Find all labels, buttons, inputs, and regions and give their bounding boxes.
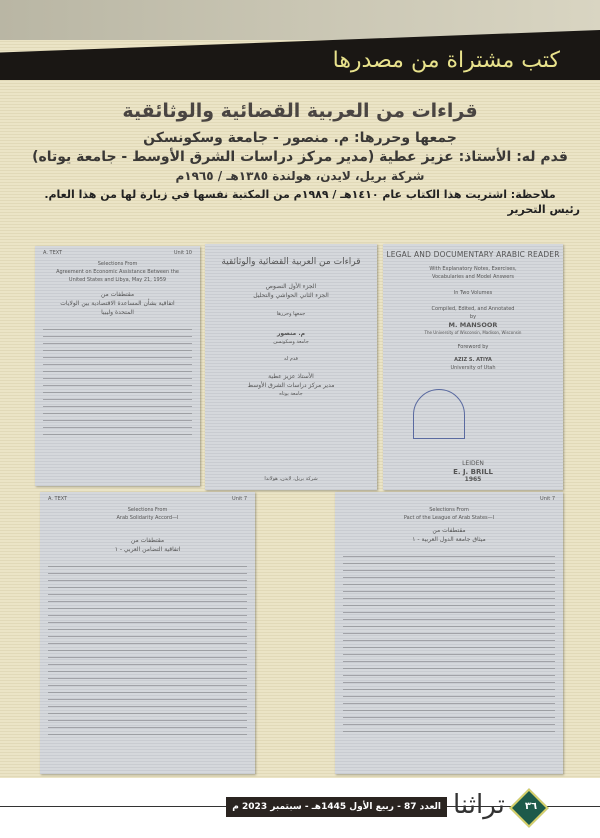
cover-en-city: LEIDEN [462, 460, 484, 467]
library-stamp [413, 389, 465, 439]
unit-label: Unit 7 [540, 496, 555, 502]
scan-subtitle: Agreement on Economic Assistance Between the United States and Libya, May 21, 1959 [56, 269, 179, 283]
cover-en-publisher: E. J. BRILL [453, 468, 493, 476]
scan-ar-subtitle: اتفاقية بشأن المساعدة الاقتصادية بين الولايات المتحدة وليبيا [60, 300, 175, 316]
scan-body-text [40, 554, 255, 747]
scan-heading: Selections From [429, 507, 469, 513]
cover-en-title: LEGAL AND DOCUMENTARY ARABIC READER [386, 250, 560, 259]
cover-en-author: M. MANSOOR [448, 321, 498, 329]
scan-english-cover [383, 244, 563, 490]
scan-body-text [335, 544, 563, 744]
book-title: قراءات من العربية القضائية والوثائقية [122, 100, 478, 122]
scan-ar-subtitle: ميثاق جامعة الدول العربية - ١ [412, 536, 486, 543]
foreword-by: قدم له: الأستاذ: عزيز عطية (مدير مركز دراسات الشرق الأوسط - جامعة يوتاه) [32, 149, 568, 166]
cover-en-year: 1965 [464, 476, 482, 483]
cover-title: قراءات من العربية القضائية والوثائقية [221, 257, 361, 267]
cover-publisher: شركة بريل، لايدن، هولاندا [264, 476, 318, 482]
scan-body-text [35, 317, 200, 447]
cover-en-by: by [469, 314, 477, 320]
scan-agreement-page [35, 246, 200, 486]
cover-vol1: الجزء الأول النصوص [265, 283, 317, 290]
cover-intro: قدم له [284, 356, 298, 362]
editor-note: ملاحظة: اشتريت هذا الكتاب عام ١٤١٠هـ / ١٩٨٩م من المكتبة نفسها في زيارة لها من هذا العام. [44, 187, 556, 201]
page-number: ٣٦ [524, 801, 538, 812]
cover-author: م. منصور [276, 330, 306, 337]
cover-en-prof: AZIZ S. ATIYA [454, 357, 492, 363]
scan-league-page [335, 492, 563, 774]
scan-ar-title: مقتطفات من [100, 291, 135, 298]
magazine-logo: تراثنا [453, 790, 505, 820]
section-title: كتب مشتراة من مصدرها [332, 48, 560, 73]
editor-signature: رئيس التحرير [507, 202, 580, 216]
unit-label: Unit 7 [232, 496, 247, 502]
scan-heading: Selections From [97, 261, 138, 267]
scan-ar-title: مقتطفات من [432, 527, 466, 534]
text-label: A. TEXT [48, 496, 68, 502]
scan-arabic-cover [205, 244, 377, 490]
scan-heading: Selections From [127, 507, 168, 513]
cover-en-sub2: Vocabularies and Model Answers [431, 274, 515, 280]
cover-univ: جامعة وسكونسن [273, 339, 309, 345]
scan-ar-subtitle: اتفاقية التضامن العربي - ١ [114, 546, 181, 553]
scan-ar-title: مقتطفات من [130, 537, 165, 544]
unit-label: Unit 10 [173, 250, 192, 256]
compiled-by: جمعها وحررها: م. منصور - جامعة وسكونسكن [143, 129, 457, 146]
cover-en-sub1: With Explanatory Notes, Exercises, [429, 266, 517, 272]
cover-center: مدير مركز دراسات الشرق الأوسط [247, 382, 335, 389]
cover-prof: الأستاذ عزيز عطية [268, 373, 314, 380]
cover-en-affil: The University of Wisconsin, Madison, Wisconsin [424, 330, 522, 335]
book-info [20, 100, 580, 216]
issue-info: العدد 87 - ربيع الأول 1445هـ - سبتمبر 2023 م [226, 797, 447, 817]
cover-univ2: جامعة يوتاه [279, 391, 303, 397]
cover-en-compiled: Compiled, Edited, and Annotated [431, 306, 515, 312]
cover-compiled: جمعها وحررها [276, 311, 306, 317]
cover-en-foreword: Foreword by [457, 344, 489, 350]
text-label: A. TEXT [43, 250, 63, 256]
scan-subtitle: Arab Solidarity Accord—I [116, 515, 179, 521]
cover-en-prof-affil: University of Utah [450, 365, 496, 371]
scan-solidarity-page [40, 492, 255, 774]
publisher: شركة بريل، لايدن، هولندة ١٣٨٥هـ / ١٩٦٥م [175, 168, 425, 183]
cover-vol2: الجزء الثاني الحواشي والتحليل [253, 292, 329, 299]
cover-en-vols: In Two Volumes [453, 290, 493, 296]
scan-subtitle: Pact of the League of Arab States—I [403, 515, 495, 521]
